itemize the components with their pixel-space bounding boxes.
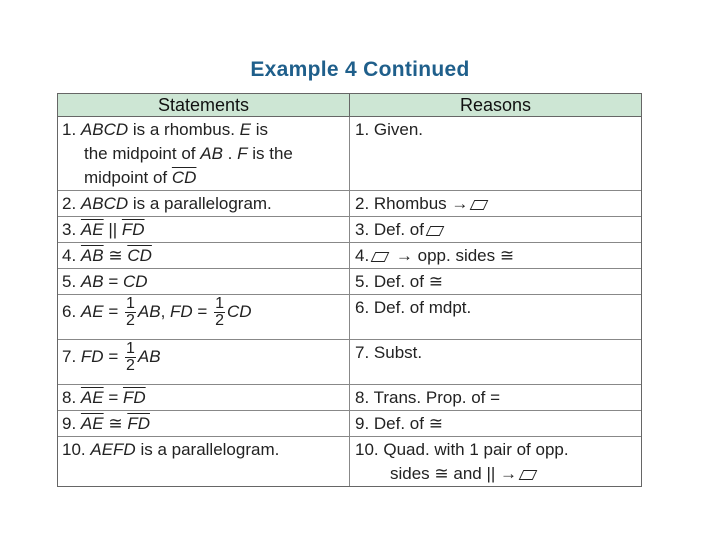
title-word-continued: Continued [363,58,470,81]
statement-4: 4. $\overline{AB}$ ≅ $\overline{CD}$ [58,243,350,269]
reason-4: 4. → opp. sides ≅ [350,243,642,269]
statements-header: Statements [58,94,350,117]
parallelogram-icon [426,226,445,236]
proof-row-4 [58,243,641,269]
statement-7: 7. FD = $\frac{1}{2}$ AB [58,340,350,385]
proof-row-1 [58,117,641,191]
statement-1: 1. ABCD is a rhombus. E is the midpoint of AB . F is the midpoint of $\overline{CD}$ [58,117,350,191]
statement-8: 8. $\overline{AE} = \overline{FD}$ [58,385,350,411]
reason-10 [350,437,642,487]
reason-10-line-2: sides ≅ and || → [355,462,637,486]
reason-6: 6. Def. of mdpt. [350,295,642,340]
proof-row-5 [58,269,641,295]
reason-3: 3. Def. of [350,217,642,243]
reason-2: 2. Rhombus → [350,191,642,217]
parallelogram-icon [470,200,489,210]
reason-5: 5. Def. of ≅ [350,269,642,295]
reason-1: 1. Given. [350,117,642,191]
proof-row-8 [58,385,641,411]
statement-5: 5. AB = CD [58,269,350,295]
statement-1-line-3: midpoint of $\overline{CD}$ [84,168,197,187]
parallelogram-icon [371,252,390,262]
reason-7: 7. Subst. [350,340,642,385]
statement-6: 6. AE = $\frac{1}{2}$ AB, FD = $\frac{1}{2}$ CD [58,295,350,340]
reason-9: 9. Def. of ≅ [350,411,642,437]
proof-row-7 [58,340,641,385]
proof-row-3 [58,217,641,243]
statement-9: 9. $\overline{AE}$ ≅ $\overline{FD}$ [58,411,350,437]
proof-row-9 [58,411,641,437]
statement-3: 3. $\overline{AE}$ || $\overline{FD}$ [58,217,350,243]
slide-title [0,58,720,82]
fraction-one-half: $\frac{1}{2}$ [125,340,135,374]
fraction-one-half: $\frac{1}{2}$ [215,295,224,329]
title-number: 4 [344,58,357,81]
proof-row-2 [58,191,641,217]
parallelogram-icon [519,470,538,480]
header-row [58,94,641,117]
fraction-one-half: $\frac{1}{2}$ [125,295,135,329]
statement-10: 10. AEFD is a parallelogram. [58,437,350,487]
reason-10-line-1: 10. Quad. with 1 pair of opp. [355,440,569,459]
statement-2: 2. ABCD is a parallelogram. [58,191,350,217]
proof-row-6 [58,295,641,340]
title-word-example: Example [250,58,339,81]
reasons-header: Reasons [350,94,642,117]
proof-row-10 [58,437,641,487]
two-column-proof-table [57,93,642,487]
reason-8: 8. Trans. Prop. of = [350,385,642,411]
statement-1-line-2: the midpoint of AB . F is the [84,144,293,163]
